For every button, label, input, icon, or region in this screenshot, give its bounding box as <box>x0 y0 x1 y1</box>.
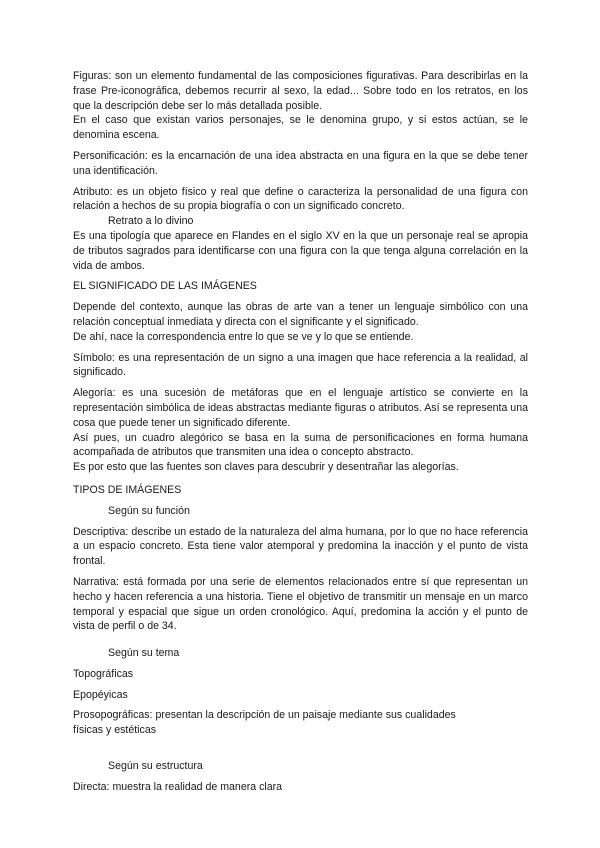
subheading-segun-funcion: Según su función <box>108 504 190 517</box>
paragraph-correspondencia: De ahí, nace la correspondencia entre lo que se ve y lo que se entiende. <box>73 330 414 343</box>
paragraph-prosopograficas-line1: Prosopográficas: presentan la descripción de un paisaje mediante sus cualidades <box>73 709 456 722</box>
document-page <box>73 69 528 795</box>
list-item-epopeyicas: Epopéyicas <box>73 688 128 701</box>
paragraph-figuras: Figuras: son un elemento fundamental de las composiciones figurativas. Para describirlas en la frase Pre-iconográfica, debemos recurrir al sexo, la edad... Sobre todo en los retratos, en los que la descripción debe ser lo más detallada posible. <box>73 70 528 112</box>
paragraph-alegoria: Alegoría: es una sucesión de metáforas que en el lenguaje artístico se convierte en la representación simbólica de ideas abstractas mediante figuras o atributos. Así se representa una cosa que puede tener un significado diferente. <box>73 387 528 429</box>
paragraph-contexto: Depende del contexto, aunque las obras de arte van a tener un lenguaje simbólico con una relación conceptual inmediata y directa con el significante y el significado. <box>73 301 528 328</box>
list-item-topograficas: Topográficas <box>73 667 134 680</box>
paragraph-cuadro-alegorico: Así pues, un cuadro alegórico se basa en la suma de personificaciones en forma humana acompañada de atributos que transmiten una idea o concepto abstracto. <box>73 431 528 459</box>
paragraph-prosopograficas-line2: físicas y estéticas <box>73 724 157 737</box>
paragraph-narrativa: Narrativa: está formada por una serie de elementos relacionados entre sí que representan un hecho y hacen referencia a una historia. Tiene el objetivo de transmitir un mensaje en un marco temporal y espacial que sigue un orden cronológico. Aquí, predomina la acción y el punto de vista de perfil o de 34. <box>73 575 528 633</box>
paragraph-directa: Directa: muestra la realidad de manera clara <box>73 780 283 793</box>
subheading-segun-tema: Según su tema <box>108 647 180 660</box>
subheading-retrato-a-lo-divino: Retrato a lo divino <box>108 215 194 228</box>
paragraph-retrato: Es una tipología que aparece en Flandes en el siglo XV en la que un personaje real se apropia de tributos sagrados para identificarse con una figura con la que tenga alguna correlación en la vida de ambos. <box>73 229 528 272</box>
paragraph-fuentes: Es por esto que las fuentes son claves para descubrir y desentrañar las alegorías. <box>73 461 459 474</box>
section-heading-tipos: TIPOS DE IMÁGENES <box>73 483 182 496</box>
subheading-segun-estructura: Según su estructura <box>108 760 203 773</box>
paragraph-grupo: En el caso que existan varios personajes, se le denomina grupo, y si estos actúan, se le denomina escena. <box>73 114 528 142</box>
paragraph-atributo: Atributo: es un objeto físico y real que define o caracteriza la personalidad de una figura con relación a hechos de su propia biografía o con un significado concreto. <box>73 185 528 213</box>
section-heading-significado: EL SIGNIFICADO DE LAS IMÁGENES <box>73 280 257 293</box>
paragraph-descriptiva: Descriptiva: describe un estado de la naturaleza del alma humana, por lo que no hace referencia a un espacio concreto. Esta tiene valor atemporal y predomina la inacción y el punto de vista frontal. <box>73 525 528 568</box>
paragraph-personificacion: Personificación: es la encarnación de una idea abstracta en una figura en la que se debe tener una identificación. <box>73 149 528 177</box>
paragraph-simbolo: Símbolo: es una representación de un signo a una imagen que hace referencia a la realidad, al significado. <box>73 351 528 379</box>
